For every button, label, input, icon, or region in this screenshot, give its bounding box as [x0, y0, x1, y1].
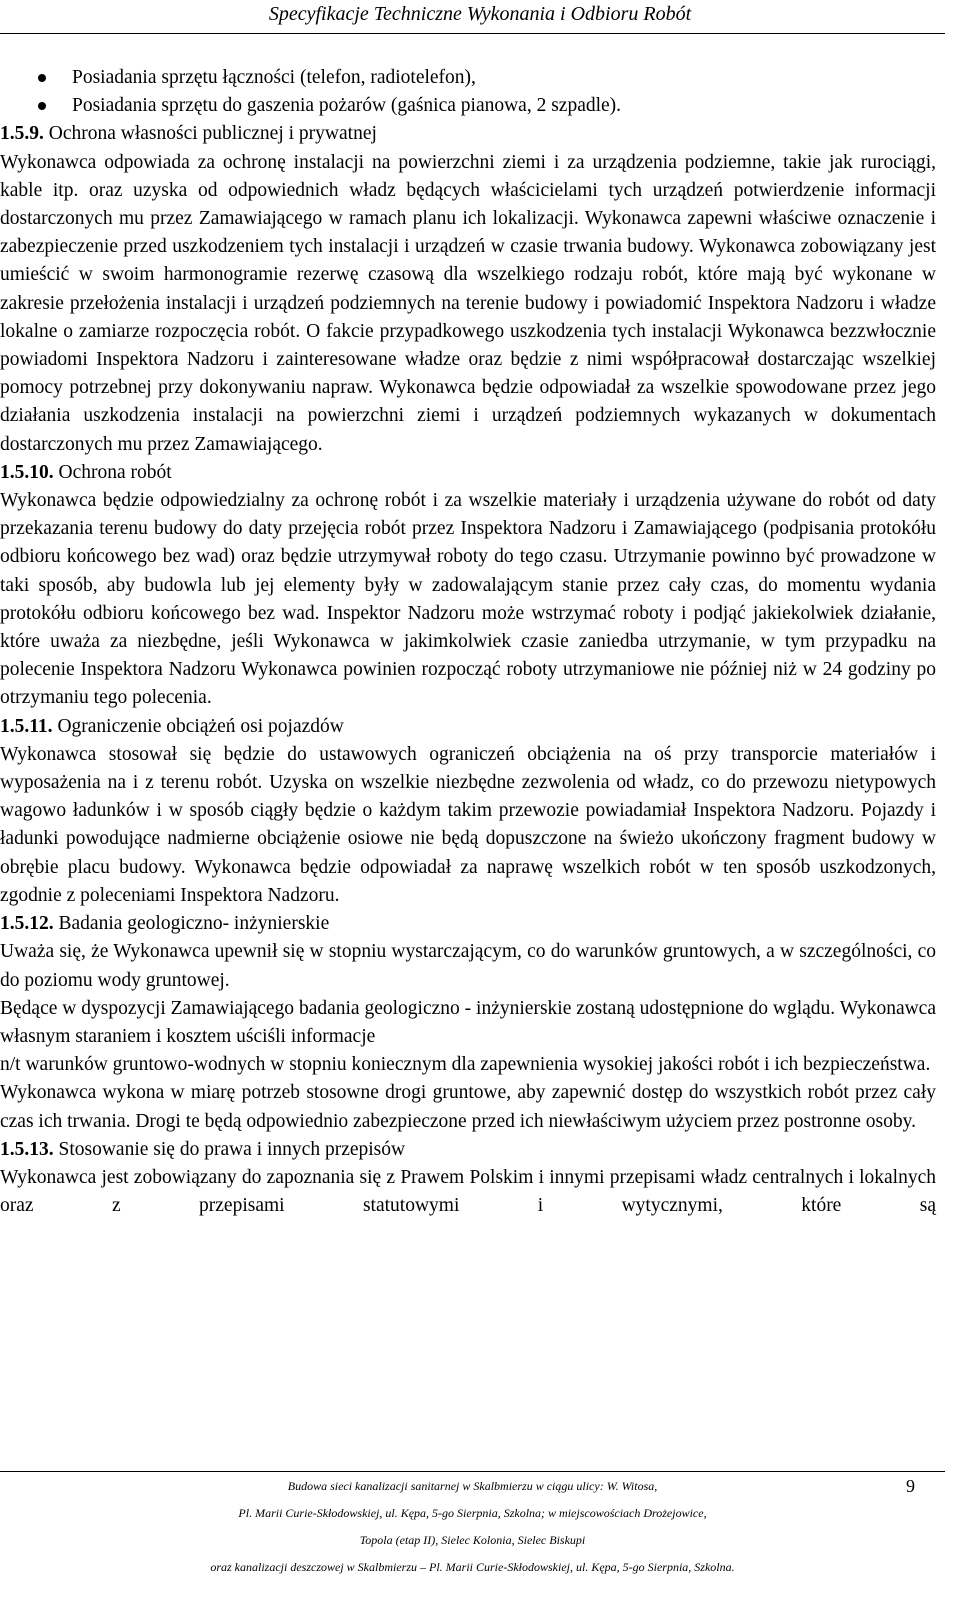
page-footer: [0, 1473, 945, 1581]
section-heading: [0, 910, 936, 938]
footer-divider: [0, 1471, 945, 1472]
page-number: 9: [906, 1476, 915, 1496]
section-heading: [0, 1136, 936, 1164]
section-title: Stosowanie się do prawa i innych przepisów: [58, 1138, 406, 1160]
section-title: Ograniczenie obciążeń osi pojazdów: [57, 715, 344, 737]
header-title: Specyfikacje Techniczne Wykonania i Odbioru Robót: [268, 3, 692, 25]
paragraph: Uważa się, że Wykonawca upewnił się w stopniu wystarczającym, co do warunków gruntowych, a w szczególności, co do poziomu wody gruntowej.: [0, 941, 936, 991]
section-number: 1.5.13.: [0, 1138, 54, 1160]
section-number: 1.5.12.: [0, 913, 54, 935]
list-item: Posiadania sprzętu do gaszenia pożarów (gaśnica pianowa, 2 szpadle).: [0, 92, 936, 120]
equipment-list: [0, 64, 936, 120]
section-heading: [0, 459, 936, 487]
section-title: Ochrona własności publicznej i prywatnej: [48, 123, 377, 145]
list-item: Posiadania sprzętu łączności (telefon, radiotelefon),: [0, 64, 936, 92]
section-number: 1.5.11.: [0, 715, 53, 737]
footer-line: Topola (etap II), Sielec Kolonia, Sielec Biskupi: [359, 1533, 586, 1547]
section-number: 1.5.9.: [0, 123, 44, 145]
paragraph: Wykonawca wykona w miarę potrzeb stosowne drogi gruntowe, aby zapewnić dostęp do wszystkich robót przez cały czas ich trwania. Drogi te będą odpowiednio zabezpieczone przed ich niewłaściwym użyciem przez postronne osoby.: [0, 1082, 936, 1132]
paragraph: Wykonawca odpowiada za ochronę instalacji na powierzchni ziemi i za urządzenia podziemne, takie jak rurociągi, kable itp. oraz uzyska od odpowiednich władz będących właścicielami tych urządzeń potwierdzenie informacji dostarczonych mu przez Zamawiającego w ramach planu ich lokalizacji. Wykonawca zapewni właściwe oznaczenie i zabezpieczenie przed uszkodzeniem tych instalacji i urządzeń w czasie trwania budowy. Wykonawca zobowiązany jest umieścić w swoim harmonogramie rezerwę czasową dla wszelkiego rodzaju robót, które mają być wykonane w zakresie przełożenia instalacji i urządzeń podziemnych na terenie budowy i powiadomić Inspektora Nadzoru i władze lokalne o zamiarze rozpoczęcia robót. O fakcie przypadkowego uszkodzenia tych instalacji Wykonawca bezzwłocznie powiadomi Inspektora Nadzoru i zainteresowane władze oraz będzie z nimi współpracował dostarczając wszelkiej pomocy potrzebnej przy dokonywaniu napraw. Wykonawca będzie odpowiadał za wszelkie spowodowane przez jego działania uszkodzenia instalacji na powierzchni ziemi i urządzeń podziemnych wykazanych w dokumentach dostarczonych mu przez Zamawiającego.: [0, 151, 936, 455]
footer-line: Budowa sieci kanalizacji sanitarnej w Skalbmierzu w ciągu ulicy: W. Witosa,: [287, 1479, 658, 1493]
page-header: [0, 0, 960, 30]
section-title: Badania geologiczno- inżynierskie: [58, 913, 330, 935]
paragraph: Wykonawca stosował się będzie do ustawowych ograniczeń obciążenia na oś przy transporcie materiałów i wyposażenia na i z terenu robót. Uzyska on wszelkie niezbędne zezwolenia od władz, co do przewozu nietypowych wagowo ładunków i w sposób ciągły będzie o każdym takim przewozie powiadamiał Inspektora Nadzoru. Pojazdy i ładunki powodujące nadmierne obciążenie osiowe nie będą dopuszczone na świeżo ukończony fragment budowy w obrębie placu budowy. Wykonawca będzie odpowiadał za naprawę wszelkich robót w ten sposób uszkodzonych, zgodnie z poleceniami Inspektora Nadzoru.: [0, 743, 936, 906]
paragraph: Wykonawca jest zobowiązany do zapoznania się z Prawem Polskim i innymi przepisami władz centralnych i lokalnych oraz z przepisami statutowymi i wytycznymi, które są: [0, 1166, 936, 1217]
document-body: [0, 64, 936, 1220]
footer-line: Pl. Marii Curie-Skłodowskiej, ul. Kępa, 5-go Sierpnia, Szkolna; w miejscowościach Drożejowice,: [238, 1506, 707, 1520]
section-title: Ochrona robót: [58, 461, 172, 483]
paragraph: Wykonawca będzie odpowiedzialny za ochronę robót i za wszelkie materiały i urządzenia używane do robót od daty przekazania terenu budowy do daty przejęcia robót przez Inspektora Nadzoru i Zamawiającego (podpisania protokółu odbioru końcowego bez wad) oraz będzie utrzymywał roboty do tego czasu. Utrzymanie powinno być prowadzone w taki sposób, aby budowla lub jej elementy były w zadowalającym stanie przez cały czas, do momentu wydania protokółu odbioru końcowego bez wad. Inspektor Nadzoru może wstrzymać roboty i podjąć jakiekolwiek działanie, które uważa za niezbędne, jeśli Wykonawca w jakimkolwiek czasie zaniedba utrzymanie, w tym przypadku na polecenie Inspektora Nadzoru Wykonawca powinien rozpocząć roboty utrzymaniowe nie później niż w 24 godziny po otrzymaniu tego polecenia.: [0, 490, 936, 709]
paragraph: n/t warunków gruntowo-wodnych w stopniu koniecznym dla zapewnienia wysokiej jakości robót i ich bezpieczeństwa.: [0, 1054, 931, 1076]
header-divider: [0, 33, 945, 34]
section-heading: [0, 713, 936, 741]
paragraph: Będące w dyspozycji Zamawiającego badania geologiczno - inżynierskie zostaną udostępnione do wglądu. Wykonawca własnym staraniem i kosztem uściśli informacje: [0, 997, 936, 1047]
section-number: 1.5.10.: [0, 461, 54, 483]
footer-line: oraz kanalizacji deszczowej w Skalbmierzu – Pl. Marii Curie-Skłodowskiej, ul. Kępa, 5-go Sierpnia, Szkolna.: [210, 1560, 735, 1574]
section-heading: [0, 120, 936, 148]
